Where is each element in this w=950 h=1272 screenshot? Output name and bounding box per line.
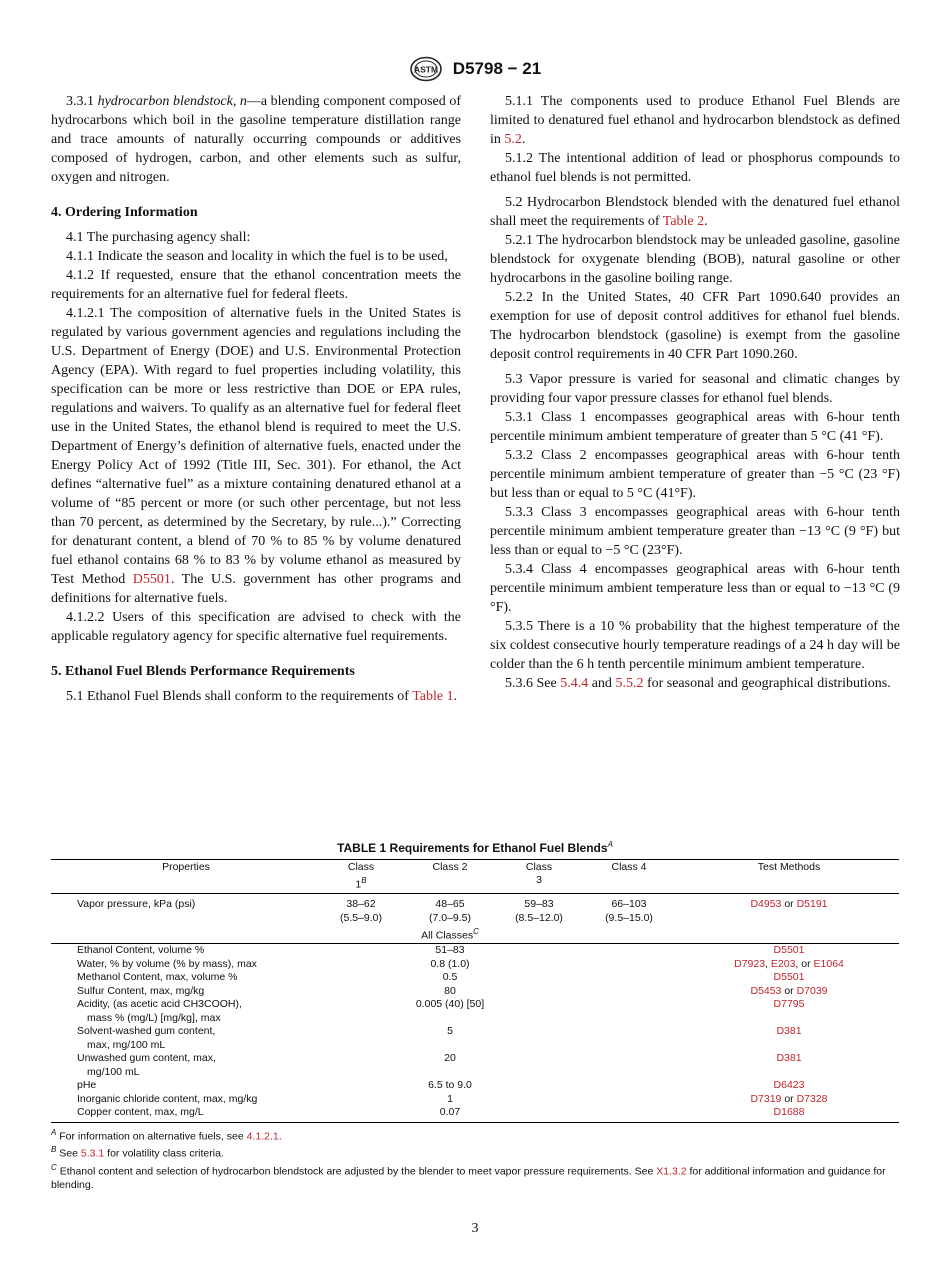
link-d7795[interactable]: D7795	[773, 998, 805, 1010]
table-row-acidity: Acidity, (as acetic acid CH3COOH), mass % (mg/L) [mg/kg], max 0.005 (40) [50] D7795	[77, 998, 805, 1024]
footnote-b: $^B$ See 5.3.1 for volatility class criteria.	[51, 1145, 224, 1160]
paragraph-5-1-2: 5.1.2 The intentional addition of lead or phosphorus compounds to ethanol fuel blends is not permitted.	[490, 151, 900, 185]
table-row-sulfur: Sulfur Content, max, mg/kg 80 D5453 or D7039	[77, 984, 828, 997]
paragraph-5-3-5: 5.3.5 There is a 10 % probability that the highest temperature of the six coldest consecutive hourly temperature readings of a 24 h day will be colder than the 6 h tenth percentile minimum ambient temperature.	[490, 619, 900, 672]
header-class-3: Class 3	[525, 860, 553, 886]
table-row-chloride: Inorganic chloride content, max, mg/kg 1 D7319 or D7328	[77, 1092, 828, 1105]
paragraph-3-3-1: 3.3.1 hydrocarbon blendstock, n—a blending component composed of hydrocarbons which boil in the gasoline temperature distillation range and trace amounts of naturally occurring compounds or additives composed of hydrogen, carbon, and other elements such as sulfur, oxygen and nitrogen.	[51, 94, 462, 185]
paragraph-5-3-2: 5.3.2 Class 2 encompasses geographical areas with 6-hour tenth percentile minimum ambient temperature of greater than −5 °C (23 °F) but less than or equal to 5 °C (41°F).	[490, 448, 900, 501]
paragraph-5-1: 5.1 Ethanol Fuel Blends shall conform to the requirements of Table 1.	[66, 689, 458, 704]
paragraph-5-3-4: 5.3.4 Class 4 encompasses geographical areas with 6-hour tenth percentile minimum ambient temperature less than or equal to −13 °C (9 °F).	[490, 562, 900, 615]
link-d6423[interactable]: D6423	[773, 1079, 805, 1091]
document-number: D5798 − 21	[452, 59, 542, 78]
table-footnotes	[51, 1126, 899, 1193]
link-d5501[interactable]: D5501	[132, 572, 171, 587]
header-test-methods: Test Methods	[757, 860, 821, 873]
table-row-unwashed-gum: Unwashed gum content, max, mg/100 mL 20 D381	[77, 1052, 802, 1078]
header-class-4: Class 4	[611, 860, 647, 873]
all-classes-label: All Classes$^C$	[421, 927, 479, 942]
link-d7923[interactable]: D7923	[734, 957, 766, 970]
paragraph-4-1-2-1: 4.1.2.1 The composition of alternative fuels in the United States is regulated by various government agencies and regulations including the U.S. Department of Energy (DOE) and U.S. Environmental Protection Agency (EPA). With regard to fuel properties including volatility, this specification can be more or less restrictive than DOE or EPA rules, regulations and waivers. To qualify as an alternative fuel for federal fleet use in the United States, the ethanol blend is required to meet the U.S. Department of Energy’s definition of alternative fuels, enacted under the Energy Policy Act of 1992 (Title III, Sec. 301). For ethanol, the Act defines “alternative fuel” as a mixture containing denatured ethanol at a volume of “85 percent or more (or such other percentage, but not less than 70 percent, as determined by the Secretary, by rule...).” Correcting for denaturant content, a blend of 70 % to 85 % by volume denatured fuel ethanol contains 68 % to 83 % by volume ethanol as measured by Test Method D5501. The U.S. government has other programs and definitions for alternative fuels.	[51, 306, 461, 606]
paragraph-4-1: 4.1 The purchasing agency shall:	[66, 230, 251, 245]
link-5-4-4[interactable]: 5.4.4	[560, 676, 589, 691]
paragraph-4-1-2-2: 4.1.2.2 Users of this specification are advised to check with the applicable regulatory agency for specific alternative fuel requirements.	[51, 610, 461, 644]
svg-text:ASTM: ASTM	[413, 64, 438, 75]
link-5-2[interactable]: 5.2	[504, 132, 522, 147]
right-column	[490, 92, 900, 693]
link-table-2[interactable]: Table 2	[662, 214, 705, 229]
paragraph-5-3-6: 5.3.6 See 5.4.4 and 5.5.2 for seasonal and geographical distributions.	[505, 676, 891, 691]
link-4-1-2-1[interactable]: 4.1.2.1	[246, 1130, 279, 1142]
paragraph-4-1-2: 4.1.2 If requested, ensure that the ethanol concentration meets the requirements for an alternative fuel for federal fleets.	[51, 268, 461, 302]
link-d4953[interactable]: D4953	[750, 898, 782, 910]
table-row-methanol: Methanol Content, max, volume % 0.5 D5501	[77, 971, 805, 983]
table-title: TABLE 1 Requirements for Ethanol Fuel Blends$^A$	[337, 840, 613, 855]
table-row-ethanol-content: Ethanol Content, volume % 51–83 D5501	[51, 944, 899, 958]
paragraph-5-2-2: 5.2.2 In the United States, 40 CFR Part 1090.640 provides an exemption for use of deposit control additives for ethanol fuel blends. The hydrocarbon blendstock (gasoline) is exempt from the gasoline deposit control requirements in 40 CFR Part 1090.260.	[490, 290, 900, 362]
table-row-ph: pHe 6.5 to 9.0 D6423	[77, 1079, 805, 1091]
link-e1064[interactable]: E1064	[813, 957, 844, 970]
link-d1688[interactable]: D1688	[773, 1106, 805, 1118]
table-row-vapor-pressure: Vapor pressure, kPa (psi) 38–62 (5.5–9.0) 48–65 (7.0–9.5) 59–83 (8.5–12.0) 66–103 (9.5–15.0) D4953 or D5191	[77, 898, 828, 924]
link-d7319[interactable]: D7319	[750, 1092, 782, 1105]
table-row-solvent-gum: Solvent-washed gum content, max, mg/100 mL 5 D381	[77, 1025, 802, 1051]
table-header-row	[51, 859, 899, 894]
footnote-c: $^C$ Ethanol content and selection of hydrocarbon blendstock are adjusted by the blender to meet vapor pressure requirements. See X1.3.2 for additional information and guidance for blending.	[51, 1162, 886, 1191]
astm-logo-icon	[409, 56, 443, 82]
link-d5453[interactable]: D5453	[750, 984, 782, 997]
header-class-2: Class 2	[432, 860, 468, 873]
link-d7039[interactable]: D7039	[796, 984, 828, 997]
header-properties: Properties	[162, 860, 210, 873]
table-row-copper: Copper content, max, mg/L 0.07 D1688	[51, 1106, 899, 1122]
paragraph-5-2-1: 5.2.1 The hydrocarbon blendstock may be unleaded gasoline, gasoline blendstock for oxygenate blending (BOB), natural gasoline or other hydrocarbons in the gasoline boiling range.	[490, 233, 900, 286]
link-d381-unwashed[interactable]: D381	[776, 1052, 802, 1064]
paragraph-5-3-3: 5.3.3 Class 3 encompasses geographical areas with 6-hour tenth percentile minimum ambient temperature greater than −13 °C (9 °F) but less than or equal to −5 °C (23°F).	[490, 505, 900, 558]
header-class-1: Class $1^B$	[347, 860, 375, 891]
paragraph-4-1-1: 4.1.1 Indicate the season and locality in which the fuel is to be used,	[66, 249, 448, 264]
defined-term: hydrocarbon blendstock, n	[97, 94, 247, 109]
link-x1-3-2[interactable]: X1.3.2	[656, 1165, 687, 1177]
link-d7328[interactable]: D7328	[796, 1092, 828, 1105]
paragraph-5-3-1: 5.3.1 Class 1 encompasses geographical areas with 6-hour tenth percentile minimum ambient temperature of greater than 5 °C (41 °F).	[490, 410, 900, 444]
link-5-3-1[interactable]: 5.3.1	[80, 1147, 105, 1160]
link-5-5-2[interactable]: 5.5.2	[615, 676, 644, 691]
section-5-heading: 5. Ethanol Fuel Blends Performance Requirements	[51, 664, 355, 679]
table-row-water: Water, % by volume (% by mass), max 0.8 (1.0) D7923, E203, or E1064	[77, 957, 844, 970]
link-table-1[interactable]: Table 1	[412, 689, 454, 704]
link-d5191[interactable]: D5191	[796, 898, 828, 910]
footnote-a: $^A$ For information on alternative fuels, see 4.1.2.1.	[51, 1127, 282, 1142]
paragraph-5-2: 5.2 Hydrocarbon Blendstock blended with the denatured fuel ethanol shall meet the requirements of Table 2.	[490, 195, 900, 229]
link-d381[interactable]: D381	[776, 1025, 802, 1037]
link-d5501-methanol[interactable]: D5501	[773, 971, 805, 983]
paragraph-5-1-1: 5.1.1 The components used to produce Ethanol Fuel Blends are limited to denatured fuel ethanol and hydrocarbon blendstock as defined in 5.2.	[490, 94, 900, 147]
link-d5501-table[interactable]: D5501	[773, 944, 805, 956]
section-4-heading: 4. Ordering Information	[51, 205, 198, 220]
table-row-all-classes	[51, 925, 899, 944]
left-column	[51, 92, 461, 706]
table-1	[51, 838, 899, 1192]
paragraph-5-3: 5.3 Vapor pressure is varied for seasonal and climatic changes by providing four vapor pressure classes for ethanol fuel blends.	[490, 372, 900, 406]
page-number: 3	[471, 1221, 479, 1236]
link-e203[interactable]: E203	[770, 957, 796, 970]
page-header	[0, 56, 950, 82]
requirements-table	[51, 859, 899, 1123]
